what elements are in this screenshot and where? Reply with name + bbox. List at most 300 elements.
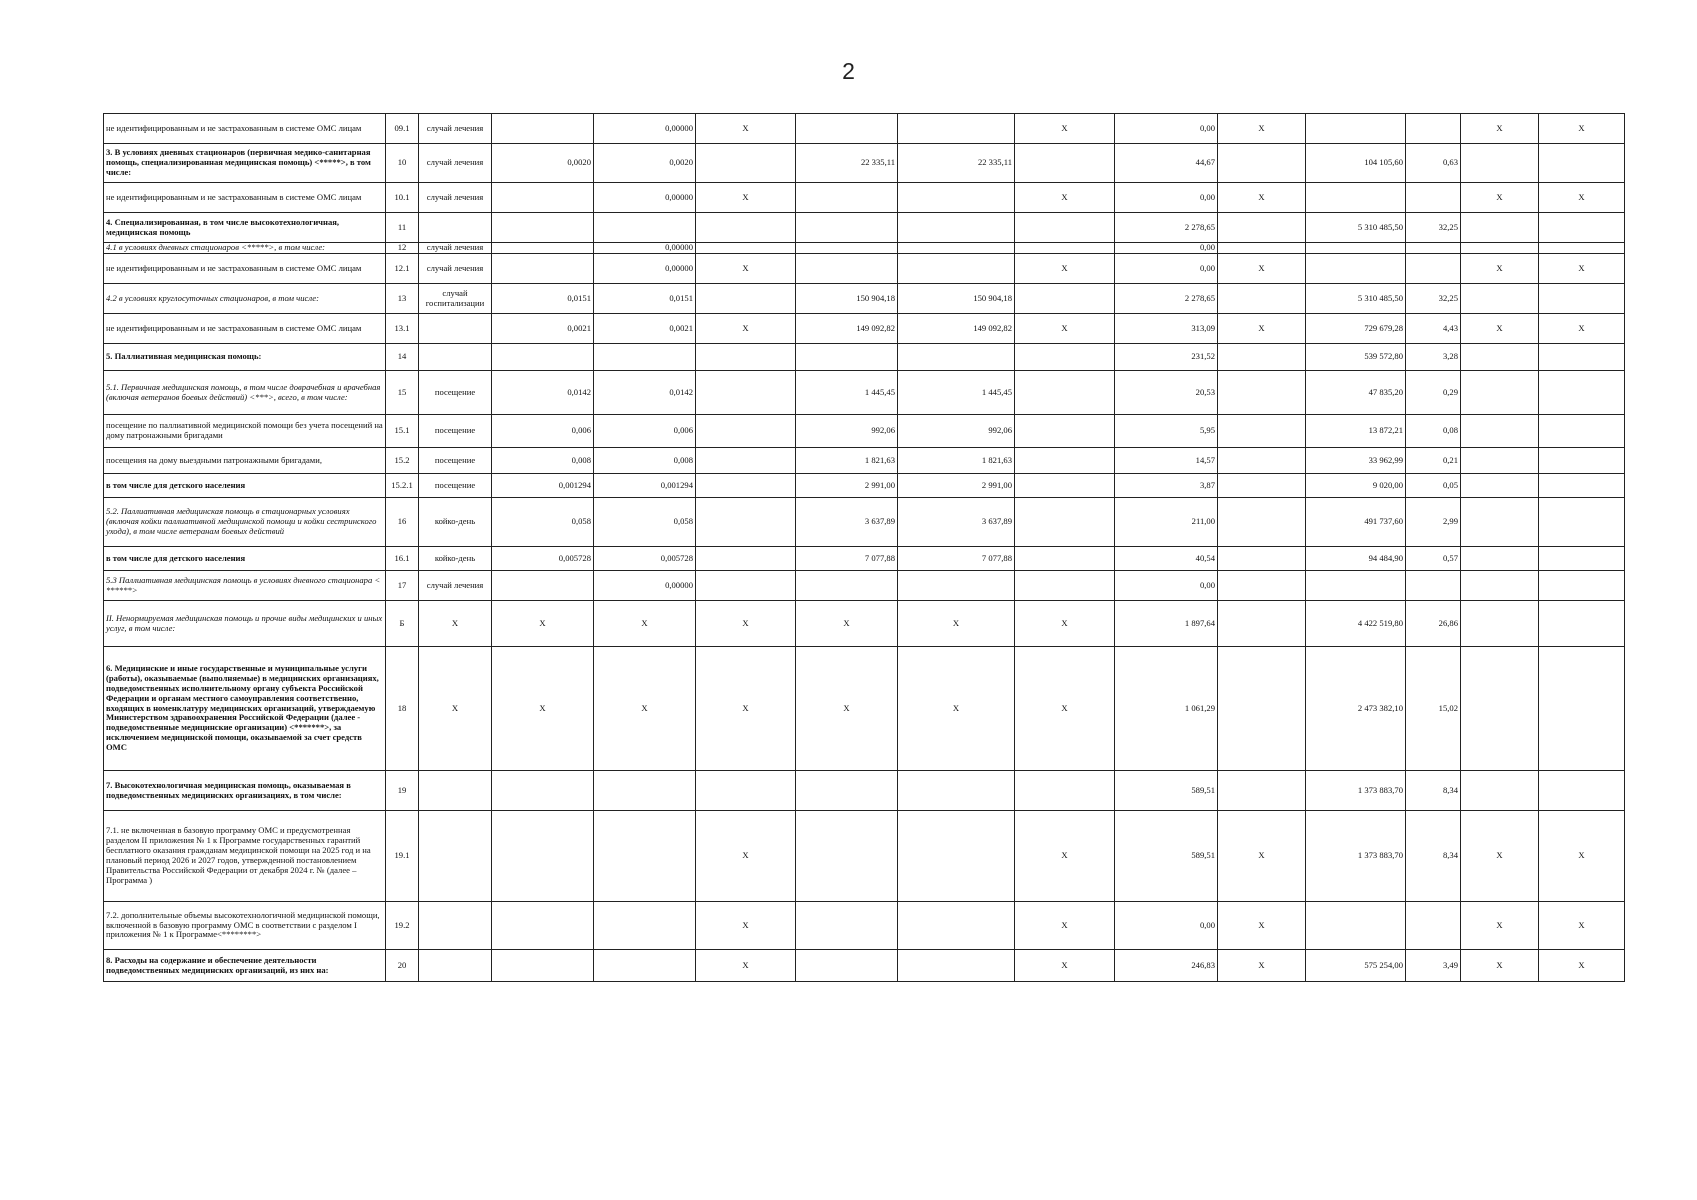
table-row bbox=[104, 314, 1625, 344]
value-cell: X bbox=[696, 114, 796, 144]
value-cell bbox=[1461, 371, 1539, 415]
value-cell: 3 637,89 bbox=[796, 498, 898, 547]
value-cell bbox=[898, 254, 1015, 284]
value-cell: X bbox=[696, 902, 796, 950]
row-number-cell: 12 bbox=[386, 243, 419, 254]
value-cell bbox=[1539, 571, 1625, 601]
unit-cell: X bbox=[419, 601, 492, 647]
table-row bbox=[104, 254, 1625, 284]
table-row bbox=[104, 415, 1625, 448]
value-cell: 0,0142 bbox=[594, 371, 696, 415]
value-cell: 0,05 bbox=[1406, 474, 1461, 498]
value-cell bbox=[1539, 771, 1625, 811]
value-cell bbox=[1015, 344, 1115, 371]
value-cell bbox=[492, 811, 594, 902]
unit-cell bbox=[419, 811, 492, 902]
value-cell: 15,02 bbox=[1406, 647, 1461, 771]
table-row bbox=[104, 213, 1625, 243]
value-cell: 992,06 bbox=[898, 415, 1015, 448]
value-cell bbox=[796, 213, 898, 243]
row-name-cell: 4.1 в условиях дневных стационаров <*****>, в том числе: bbox=[104, 243, 386, 254]
value-cell: X bbox=[1461, 314, 1539, 344]
value-cell bbox=[1306, 183, 1406, 213]
value-cell: 149 092,82 bbox=[796, 314, 898, 344]
value-cell bbox=[492, 183, 594, 213]
value-cell bbox=[1539, 415, 1625, 448]
value-cell: 575 254,00 bbox=[1306, 950, 1406, 982]
value-cell: 0,00 bbox=[1115, 571, 1218, 601]
value-cell: 0,006 bbox=[594, 415, 696, 448]
row-number-cell: 19 bbox=[386, 771, 419, 811]
value-cell bbox=[1539, 448, 1625, 474]
value-cell bbox=[1461, 771, 1539, 811]
value-cell bbox=[796, 254, 898, 284]
value-cell: 0,21 bbox=[1406, 448, 1461, 474]
value-cell bbox=[1218, 284, 1306, 314]
unit-cell bbox=[419, 771, 492, 811]
value-cell: X bbox=[696, 950, 796, 982]
value-cell bbox=[796, 571, 898, 601]
value-cell: 491 737,60 bbox=[1306, 498, 1406, 547]
value-cell: 0,005728 bbox=[594, 547, 696, 571]
value-cell bbox=[1539, 601, 1625, 647]
row-name-cell: II. Ненормируемая медицинская помощь и прочие виды медицинских и иных услуг, в том числе: bbox=[104, 601, 386, 647]
value-cell bbox=[796, 344, 898, 371]
value-cell: X bbox=[1461, 950, 1539, 982]
value-cell bbox=[1306, 254, 1406, 284]
value-cell: 0,29 bbox=[1406, 371, 1461, 415]
value-cell bbox=[1539, 284, 1625, 314]
value-cell bbox=[1015, 474, 1115, 498]
value-cell bbox=[594, 771, 696, 811]
value-cell: X bbox=[1461, 811, 1539, 902]
value-cell: 4 422 519,80 bbox=[1306, 601, 1406, 647]
value-cell: 729 679,28 bbox=[1306, 314, 1406, 344]
value-cell: 0,00000 bbox=[594, 183, 696, 213]
value-cell bbox=[1218, 144, 1306, 183]
value-cell bbox=[1539, 144, 1625, 183]
value-cell bbox=[1406, 254, 1461, 284]
value-cell bbox=[1015, 498, 1115, 547]
value-cell: X bbox=[1461, 254, 1539, 284]
value-cell: 32,25 bbox=[1406, 284, 1461, 314]
value-cell: 1 373 883,70 bbox=[1306, 771, 1406, 811]
value-cell bbox=[1306, 243, 1406, 254]
value-cell bbox=[1406, 183, 1461, 213]
value-cell bbox=[696, 571, 796, 601]
value-cell: 246,83 bbox=[1115, 950, 1218, 982]
value-cell bbox=[1015, 213, 1115, 243]
row-name-cell: посещения на дому выездными патронажными бригадами, bbox=[104, 448, 386, 474]
value-cell bbox=[1406, 243, 1461, 254]
value-cell: 589,51 bbox=[1115, 771, 1218, 811]
value-cell: 94 484,90 bbox=[1306, 547, 1406, 571]
value-cell: 3,49 bbox=[1406, 950, 1461, 982]
value-cell bbox=[1218, 344, 1306, 371]
table-row bbox=[104, 284, 1625, 314]
value-cell: 2 991,00 bbox=[898, 474, 1015, 498]
value-cell: X bbox=[796, 601, 898, 647]
value-cell: 0,006 bbox=[492, 415, 594, 448]
row-name-cell: не идентифицированным и не застрахованным в системе ОМС лицам bbox=[104, 114, 386, 144]
value-cell bbox=[1539, 213, 1625, 243]
value-cell: X bbox=[1539, 183, 1625, 213]
value-cell bbox=[696, 284, 796, 314]
value-cell bbox=[492, 950, 594, 982]
row-number-cell: 15 bbox=[386, 371, 419, 415]
row-number-cell: 20 bbox=[386, 950, 419, 982]
value-cell: 3 637,89 bbox=[898, 498, 1015, 547]
row-name-cell: 3. В условиях дневных стационаров (первичная медико-санитарная помощь, специализированная медицинская помощь) <*****>, в том числе: bbox=[104, 144, 386, 183]
value-cell: X bbox=[1015, 314, 1115, 344]
value-cell: 1 445,45 bbox=[898, 371, 1015, 415]
value-cell: X bbox=[696, 647, 796, 771]
value-cell: X bbox=[594, 647, 696, 771]
unit-cell: посещение bbox=[419, 474, 492, 498]
value-cell: X bbox=[1015, 601, 1115, 647]
value-cell bbox=[696, 474, 796, 498]
table-row bbox=[104, 547, 1625, 571]
value-cell: 33 962,99 bbox=[1306, 448, 1406, 474]
value-cell bbox=[594, 344, 696, 371]
value-cell: 14,57 bbox=[1115, 448, 1218, 474]
value-cell: 32,25 bbox=[1406, 213, 1461, 243]
value-cell: 8,34 bbox=[1406, 811, 1461, 902]
value-cell bbox=[1539, 243, 1625, 254]
table-row bbox=[104, 571, 1625, 601]
value-cell: X bbox=[1015, 183, 1115, 213]
table-row bbox=[104, 371, 1625, 415]
value-cell bbox=[492, 213, 594, 243]
unit-cell: койко-день bbox=[419, 498, 492, 547]
medical-care-table bbox=[103, 113, 1625, 982]
unit-cell: случай лечения bbox=[419, 183, 492, 213]
table-row bbox=[104, 647, 1625, 771]
value-cell: 539 572,80 bbox=[1306, 344, 1406, 371]
value-cell: 40,54 bbox=[1115, 547, 1218, 571]
row-name-cell: не идентифицированным и не застрахованным в системе ОМС лицам bbox=[104, 314, 386, 344]
value-cell: X bbox=[1218, 950, 1306, 982]
row-number-cell: 18 bbox=[386, 647, 419, 771]
value-cell bbox=[1406, 114, 1461, 144]
value-cell: X bbox=[1015, 811, 1115, 902]
value-cell bbox=[1406, 571, 1461, 601]
value-cell: X bbox=[1015, 114, 1115, 144]
value-cell bbox=[594, 902, 696, 950]
value-cell bbox=[1015, 771, 1115, 811]
value-cell bbox=[696, 547, 796, 571]
table-row bbox=[104, 601, 1625, 647]
value-cell: 0,63 bbox=[1406, 144, 1461, 183]
value-cell: 0,00000 bbox=[594, 571, 696, 601]
value-cell bbox=[1461, 474, 1539, 498]
unit-cell: случай лечения bbox=[419, 571, 492, 601]
row-name-cell: посещение по паллиативной медицинской помощи без учета посещений на дому патронажными бригадами bbox=[104, 415, 386, 448]
value-cell: 5 310 485,50 bbox=[1306, 213, 1406, 243]
value-cell bbox=[696, 371, 796, 415]
value-cell: 2 278,65 bbox=[1115, 284, 1218, 314]
value-cell: 22 335,11 bbox=[796, 144, 898, 183]
value-cell: 0,005728 bbox=[492, 547, 594, 571]
value-cell bbox=[492, 571, 594, 601]
value-cell: X bbox=[696, 601, 796, 647]
value-cell: 2 991,00 bbox=[796, 474, 898, 498]
row-number-cell: 10.1 bbox=[386, 183, 419, 213]
value-cell bbox=[696, 144, 796, 183]
row-name-cell: 7.1. не включенная в базовую программу ОМС и предусмотренная разделом II приложения № 1 к Программе государственных гарантий бесплатного оказания гражданам медицинской помощи на 2025 год и на плановый период 2026 и 2027 годов, утвержденной постановлением Правительства Российской Федерации от декабря 2024 г. № (далее – Программа ) bbox=[104, 811, 386, 902]
value-cell bbox=[898, 571, 1015, 601]
value-cell: 1 445,45 bbox=[796, 371, 898, 415]
row-name-cell: 4.2 в условиях круглосуточных стационаров, в том числе: bbox=[104, 284, 386, 314]
unit-cell: посещение bbox=[419, 415, 492, 448]
row-name-cell: 5. Паллиативная медицинская помощь: bbox=[104, 344, 386, 371]
row-number-cell: 14 bbox=[386, 344, 419, 371]
value-cell: 5,95 bbox=[1115, 415, 1218, 448]
value-cell: 0,0020 bbox=[492, 144, 594, 183]
row-name-cell: 5.2. Паллиативная медицинская помощь в стационарных условиях (включая койки паллиативной медицинской помощи и койки сестринского ухода), в том числе ветеранам боевых действий bbox=[104, 498, 386, 547]
row-name-cell: 4. Специализированная, в том числе высокотехнологичная, медицинская помощь bbox=[104, 213, 386, 243]
value-cell bbox=[696, 448, 796, 474]
value-cell: X bbox=[1218, 902, 1306, 950]
value-cell bbox=[1539, 498, 1625, 547]
value-cell: X bbox=[1015, 254, 1115, 284]
page-number: 2 bbox=[842, 58, 855, 84]
value-cell bbox=[1218, 498, 1306, 547]
unit-cell bbox=[419, 213, 492, 243]
value-cell bbox=[1539, 547, 1625, 571]
unit-cell: случай лечения bbox=[419, 254, 492, 284]
table-row bbox=[104, 498, 1625, 547]
value-cell bbox=[594, 811, 696, 902]
value-cell: 0,00 bbox=[1115, 243, 1218, 254]
row-name-cell: не идентифицированным и не застрахованным в системе ОМС лицам bbox=[104, 254, 386, 284]
unit-cell: случай лечения bbox=[419, 114, 492, 144]
table-row bbox=[104, 811, 1625, 902]
value-cell: 1 821,63 bbox=[898, 448, 1015, 474]
row-number-cell: 16 bbox=[386, 498, 419, 547]
unit-cell bbox=[419, 344, 492, 371]
value-cell: X bbox=[1539, 811, 1625, 902]
value-cell bbox=[1406, 902, 1461, 950]
value-cell: 0,57 bbox=[1406, 547, 1461, 571]
value-cell: 1 373 883,70 bbox=[1306, 811, 1406, 902]
value-cell: X bbox=[1539, 114, 1625, 144]
value-cell bbox=[1218, 571, 1306, 601]
value-cell bbox=[1218, 474, 1306, 498]
value-cell: 7 077,88 bbox=[796, 547, 898, 571]
value-cell: X bbox=[594, 601, 696, 647]
value-cell: 2 278,65 bbox=[1115, 213, 1218, 243]
value-cell: 0,00000 bbox=[594, 254, 696, 284]
row-number-cell: 17 bbox=[386, 571, 419, 601]
value-cell: 0,0151 bbox=[492, 284, 594, 314]
value-cell: 589,51 bbox=[1115, 811, 1218, 902]
table-row bbox=[104, 474, 1625, 498]
value-cell: 0,00 bbox=[1115, 183, 1218, 213]
value-cell: 231,52 bbox=[1115, 344, 1218, 371]
value-cell bbox=[898, 243, 1015, 254]
value-cell bbox=[594, 213, 696, 243]
unit-cell: случай лечения bbox=[419, 144, 492, 183]
value-cell: 0,0142 bbox=[492, 371, 594, 415]
value-cell bbox=[898, 771, 1015, 811]
value-cell: X bbox=[492, 601, 594, 647]
value-cell bbox=[696, 498, 796, 547]
value-cell: 104 105,60 bbox=[1306, 144, 1406, 183]
value-cell: X bbox=[1539, 950, 1625, 982]
value-cell bbox=[1015, 415, 1115, 448]
value-cell bbox=[492, 254, 594, 284]
value-cell bbox=[1461, 647, 1539, 771]
value-cell bbox=[796, 902, 898, 950]
row-number-cell: 13.1 bbox=[386, 314, 419, 344]
value-cell: 0,08 bbox=[1406, 415, 1461, 448]
value-cell bbox=[898, 213, 1015, 243]
value-cell: 2 473 382,10 bbox=[1306, 647, 1406, 771]
table-row bbox=[104, 902, 1625, 950]
value-cell bbox=[898, 183, 1015, 213]
value-cell: X bbox=[1218, 183, 1306, 213]
value-cell: 0,001294 bbox=[492, 474, 594, 498]
value-cell: 0,00 bbox=[1115, 114, 1218, 144]
value-cell bbox=[796, 771, 898, 811]
value-cell: 0,00000 bbox=[594, 243, 696, 254]
value-cell: 149 092,82 bbox=[898, 314, 1015, 344]
value-cell: 44,67 bbox=[1115, 144, 1218, 183]
value-cell bbox=[1218, 243, 1306, 254]
value-cell: 0,001294 bbox=[594, 474, 696, 498]
row-number-cell: 19.2 bbox=[386, 902, 419, 950]
value-cell bbox=[1539, 474, 1625, 498]
value-cell bbox=[696, 243, 796, 254]
value-cell: X bbox=[898, 647, 1015, 771]
value-cell: X bbox=[1539, 314, 1625, 344]
value-cell bbox=[696, 344, 796, 371]
value-cell: X bbox=[1218, 811, 1306, 902]
value-cell: X bbox=[1461, 183, 1539, 213]
row-name-cell: 5.3 Паллиативная медицинская помощь в условиях дневного стационара < ******> bbox=[104, 571, 386, 601]
value-cell bbox=[1461, 448, 1539, 474]
value-cell: 313,09 bbox=[1115, 314, 1218, 344]
value-cell: X bbox=[1539, 254, 1625, 284]
value-cell: 0,0021 bbox=[594, 314, 696, 344]
value-cell: 5 310 485,50 bbox=[1306, 284, 1406, 314]
value-cell bbox=[1461, 144, 1539, 183]
value-cell: X bbox=[696, 183, 796, 213]
value-cell: X bbox=[696, 254, 796, 284]
value-cell: 0,0020 bbox=[594, 144, 696, 183]
row-number-cell: 19.1 bbox=[386, 811, 419, 902]
value-cell: X bbox=[1461, 902, 1539, 950]
row-name-cell: не идентифицированным и не застрахованным в системе ОМС лицам bbox=[104, 183, 386, 213]
unit-cell: случай лечения bbox=[419, 243, 492, 254]
value-cell bbox=[1539, 647, 1625, 771]
value-cell bbox=[796, 183, 898, 213]
value-cell: 3,28 bbox=[1406, 344, 1461, 371]
value-cell bbox=[1461, 601, 1539, 647]
value-cell: X bbox=[1539, 902, 1625, 950]
value-cell bbox=[1015, 144, 1115, 183]
value-cell bbox=[1461, 284, 1539, 314]
value-cell: X bbox=[696, 314, 796, 344]
value-cell bbox=[796, 950, 898, 982]
value-cell bbox=[492, 344, 594, 371]
value-cell: 1 821,63 bbox=[796, 448, 898, 474]
value-cell: 26,86 bbox=[1406, 601, 1461, 647]
value-cell: 0,058 bbox=[594, 498, 696, 547]
value-cell bbox=[594, 950, 696, 982]
value-cell: 1 897,64 bbox=[1115, 601, 1218, 647]
value-cell bbox=[1218, 415, 1306, 448]
row-number-cell: 13 bbox=[386, 284, 419, 314]
value-cell bbox=[696, 771, 796, 811]
value-cell bbox=[1461, 344, 1539, 371]
value-cell: X bbox=[1218, 254, 1306, 284]
value-cell bbox=[1306, 571, 1406, 601]
value-cell: 9 020,00 bbox=[1306, 474, 1406, 498]
value-cell bbox=[1306, 114, 1406, 144]
value-cell: 0,008 bbox=[492, 448, 594, 474]
value-cell: 0,058 bbox=[492, 498, 594, 547]
table-row bbox=[104, 950, 1625, 982]
value-cell bbox=[696, 415, 796, 448]
table-row bbox=[104, 144, 1625, 183]
value-cell: X bbox=[696, 811, 796, 902]
unit-cell: койко-день bbox=[419, 547, 492, 571]
value-cell bbox=[1461, 213, 1539, 243]
value-cell: X bbox=[1218, 314, 1306, 344]
row-name-cell: 7.2. дополнительные объемы высокотехнологичной медицинской помощи, включенной в базовую программу ОМС в соответствии с разделом I приложения № 1 к Программе<********> bbox=[104, 902, 386, 950]
value-cell bbox=[1461, 243, 1539, 254]
value-cell: X bbox=[492, 647, 594, 771]
value-cell: 20,53 bbox=[1115, 371, 1218, 415]
table-row bbox=[104, 183, 1625, 213]
value-cell: 7 077,88 bbox=[898, 547, 1015, 571]
value-cell bbox=[1218, 371, 1306, 415]
value-cell: X bbox=[1015, 950, 1115, 982]
row-name-cell: 7. Высокотехнологичная медицинская помощь, оказываемая в подведомственных медицинских организациях, в том числе: bbox=[104, 771, 386, 811]
table-row bbox=[104, 114, 1625, 144]
value-cell bbox=[796, 114, 898, 144]
value-cell bbox=[1015, 371, 1115, 415]
value-cell bbox=[898, 902, 1015, 950]
value-cell bbox=[1218, 213, 1306, 243]
value-cell bbox=[1015, 571, 1115, 601]
value-cell: 0,00 bbox=[1115, 902, 1218, 950]
value-cell bbox=[1461, 547, 1539, 571]
value-cell: X bbox=[1218, 114, 1306, 144]
value-cell: 0,00 bbox=[1115, 254, 1218, 284]
value-cell bbox=[1461, 415, 1539, 448]
value-cell: 0,008 bbox=[594, 448, 696, 474]
unit-cell: случай госпитализации bbox=[419, 284, 492, 314]
value-cell: X bbox=[1015, 902, 1115, 950]
value-cell bbox=[1015, 448, 1115, 474]
value-cell bbox=[796, 811, 898, 902]
value-cell bbox=[1539, 344, 1625, 371]
row-number-cell: 16.1 bbox=[386, 547, 419, 571]
table-row bbox=[104, 344, 1625, 371]
value-cell: X bbox=[1461, 114, 1539, 144]
value-cell bbox=[492, 114, 594, 144]
value-cell bbox=[1461, 498, 1539, 547]
unit-cell bbox=[419, 902, 492, 950]
value-cell: 150 904,18 bbox=[796, 284, 898, 314]
row-number-cell: 10 bbox=[386, 144, 419, 183]
value-cell bbox=[898, 344, 1015, 371]
value-cell bbox=[696, 213, 796, 243]
value-cell: 0,00000 bbox=[594, 114, 696, 144]
